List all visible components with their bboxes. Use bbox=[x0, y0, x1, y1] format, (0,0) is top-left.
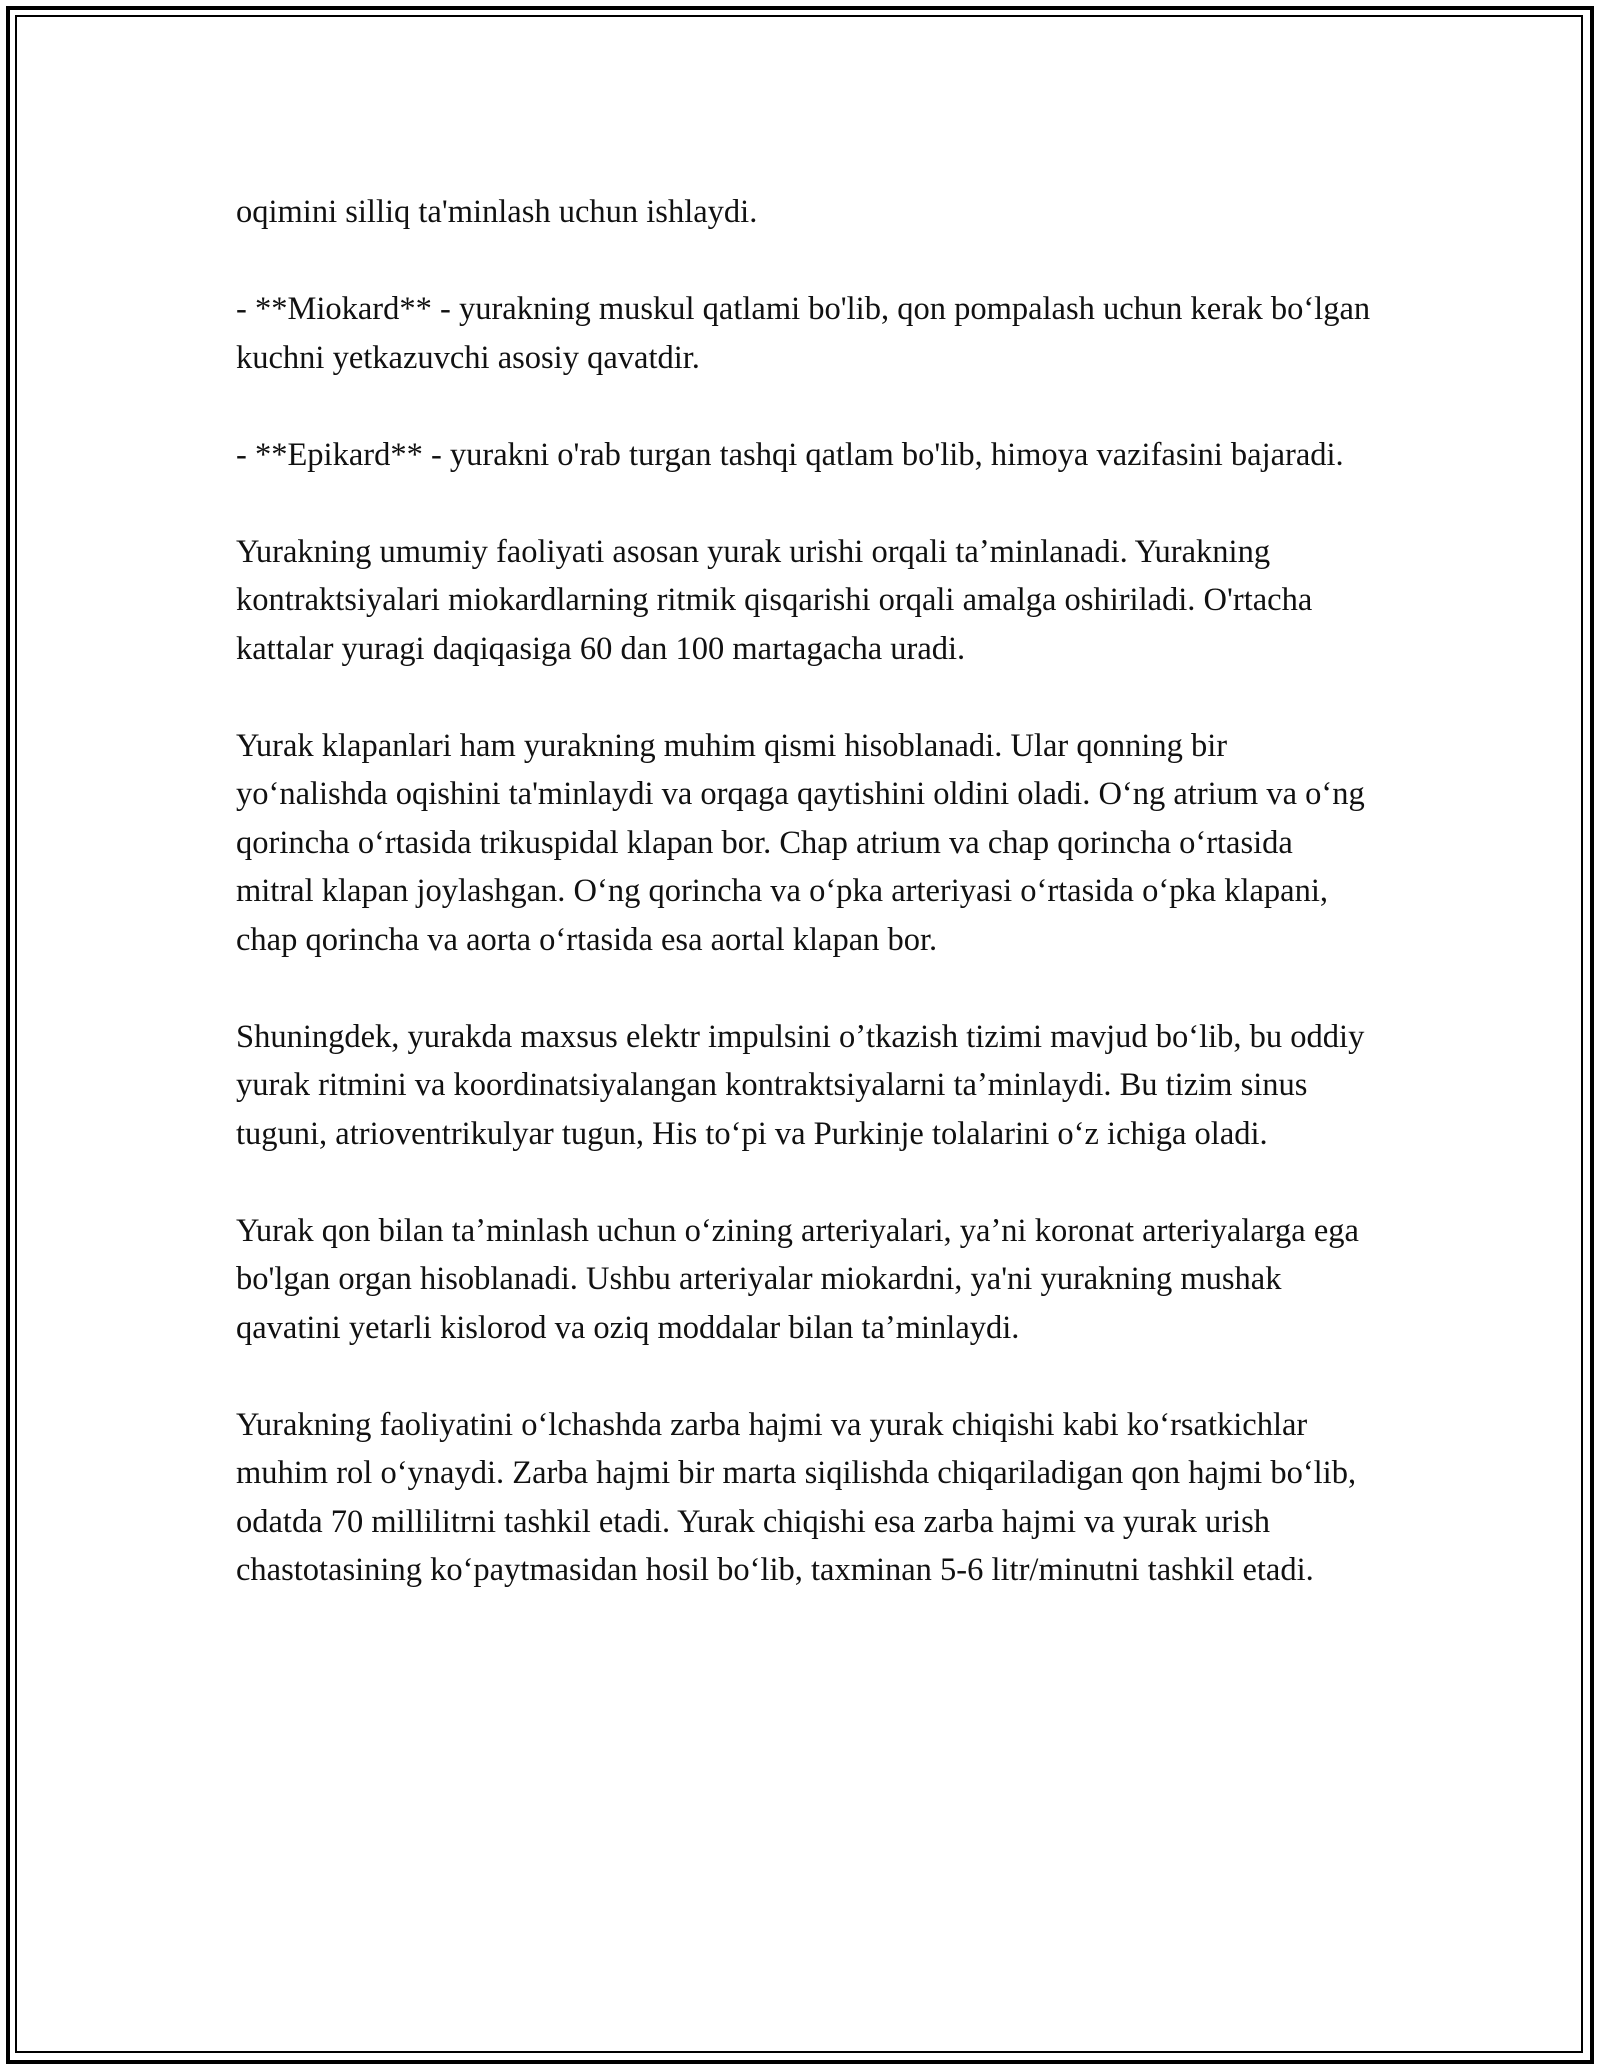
paragraph-continuation: oqimini silliq ta'minlash uchun ishlaydi. bbox=[236, 194, 758, 230]
paragraph-heart-valves: Yurak klapanlari ham yurakning muhim qismi hisoblanadi. Ular qonning bir yoʻnalishda oqishini ta'minlaydi va orqaga qaytishini oldini oladi. Oʻng atrium va oʻng qorincha oʻrtasida trikuspidal klapan bor. Chap atrium va chap qorincha oʻrtasida mitral klapan joylashgan. Oʻng qorincha va oʻpka arteriyasi oʻrtasida oʻpka klapani, chap qorincha va aorta oʻrtasida esa aortal klapan bor. bbox=[236, 727, 1365, 958]
paragraph-heart-activity: Yurakning umumiy faoliyati asosan yurak urishi orqali taʼminlanadi. Yurakning kontraktsiyalari miokardlarning ritmik qisqarishi orqali amalga oshiriladi. O'rtacha kattalar yuragi daqiqasiga 60 dan 100 martagacha uradi. bbox=[236, 533, 1313, 667]
document-body bbox=[236, 188, 1376, 1595]
paragraph-coronary-arteries: Yurak qon bilan taʼminlash uchun oʻzining arteriyalari, yaʼni koronat arteriyalarga ega bo'lgan organ hisoblanadi. Ushbu arteriyalar miokardni, ya'ni yurakning mushak qavatini yetarli kislorod va oziq moddalar bilan taʼminlaydi. bbox=[236, 1212, 1359, 1346]
paragraph-miokard: - **Miokard** - yurakning muskul qatlami bo'lib, qon pompalash uchun kerak boʻlgan kuchni yetkazuvchi asosiy qavatdir. bbox=[236, 291, 1371, 376]
paragraph-epikard: - **Epikard** - yurakni o'rab turgan tashqi qatlam bo'lib, himoya vazifasini bajaradi. bbox=[236, 436, 1344, 473]
paragraph-stroke-volume: Yurakning faoliyatini oʻlchashda zarba hajmi va yurak chiqishi kabi koʻrsatkichlar muhim rol oʻynaydi. Zarba hajmi bir marta siqilishda chiqariladigan qon hajmi boʻlib, odatda 70 millilitrni tashkil etadi. Yurak chiqishi esa zarba hajmi va yurak urish chastotasining koʻpaytmasidan hosil boʻlib, taxminan 5-6 litr/minutni tashkil etadi. bbox=[236, 1406, 1357, 1588]
paragraph-conduction-system: Shuningdek, yurakda maxsus elektr impulsini oʼtkazish tizimi mavjud boʻlib, bu oddiy yurak ritmini va koordinatsiyalangan kontraktsiyalarni taʼminlaydi. Bu tizim sinus tuguni, atrioventrikulyar tugun, His toʻpi va Purkinje tolalarini oʻz ichiga oladi. bbox=[236, 1018, 1365, 1152]
